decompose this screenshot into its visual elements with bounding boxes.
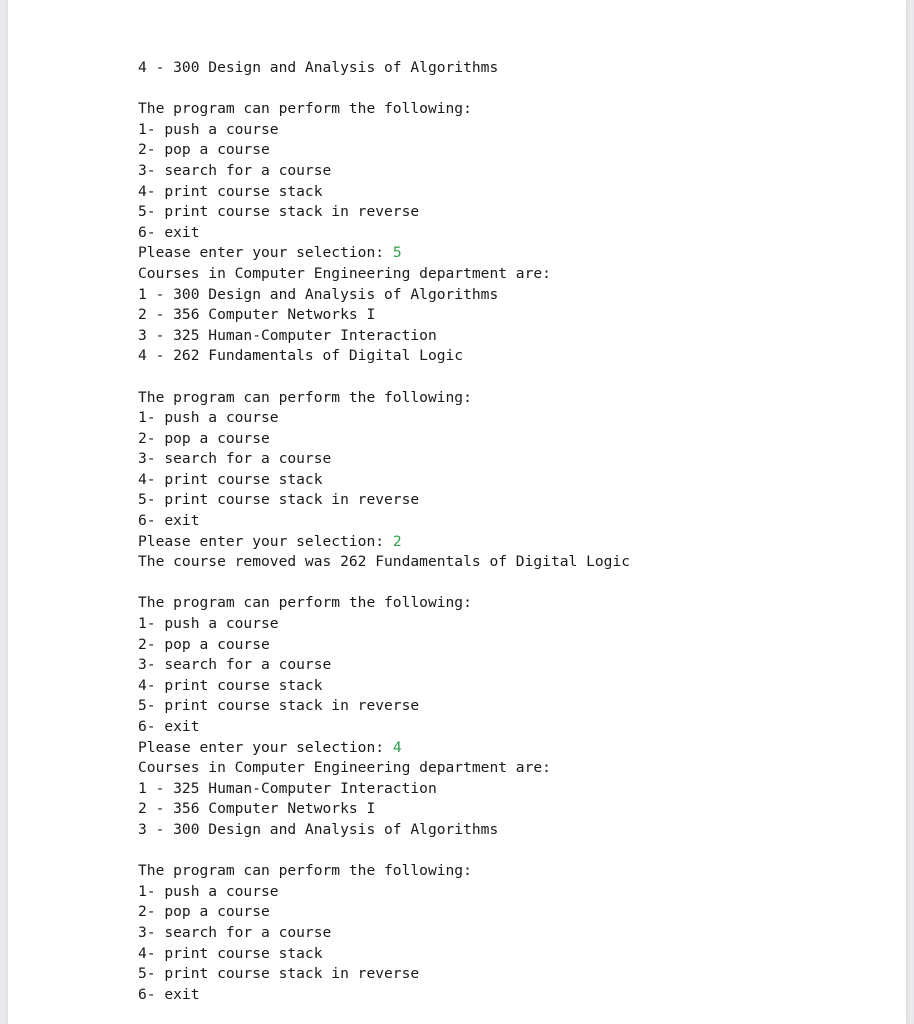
console-line bbox=[138, 779, 630, 800]
console-line-text: 2- pop a course bbox=[138, 141, 270, 159]
console-line bbox=[138, 223, 630, 244]
document-page bbox=[8, 0, 906, 1024]
console-line-text: 1- push a course bbox=[138, 615, 279, 633]
console-line-text: 3 - 300 Design and Analysis of Algorithms bbox=[138, 820, 499, 838]
user-selection-input: 2 bbox=[392, 532, 402, 550]
console-line bbox=[138, 449, 630, 470]
console-line-text: 1- push a course bbox=[138, 120, 279, 138]
console-line-text: 4- print course stack bbox=[138, 182, 323, 200]
console-line-text: Courses in Computer Engineering department are: bbox=[138, 264, 551, 282]
console-line bbox=[138, 99, 630, 120]
console-line bbox=[138, 614, 630, 635]
console-line-text: Please enter your selection: bbox=[138, 532, 393, 550]
console-line bbox=[138, 120, 630, 141]
console-line bbox=[138, 264, 630, 285]
console-line bbox=[138, 243, 630, 264]
console-line bbox=[138, 882, 630, 903]
console-line bbox=[138, 738, 630, 759]
console-line bbox=[138, 923, 630, 944]
blank-line bbox=[138, 573, 630, 594]
console-line-text: The program can perform the following: bbox=[138, 388, 472, 406]
console-line-text: 2- pop a course bbox=[138, 429, 270, 447]
console-line bbox=[138, 326, 630, 347]
console-line bbox=[138, 511, 630, 532]
console-line bbox=[138, 635, 630, 656]
console-line-text: The course removed was 262 Fundamentals of Digital Logic bbox=[138, 553, 631, 571]
console-line-text: 4- print course stack bbox=[138, 944, 323, 962]
console-line-text: 1- push a course bbox=[138, 409, 279, 427]
blank-line bbox=[138, 367, 630, 388]
console-line bbox=[138, 202, 630, 223]
console-line bbox=[138, 429, 630, 450]
console-line-text: 2 - 356 Computer Networks I bbox=[138, 800, 376, 818]
console-line bbox=[138, 285, 630, 306]
console-line bbox=[138, 758, 630, 779]
console-line bbox=[138, 305, 630, 326]
console-line bbox=[138, 182, 630, 203]
console-line-text: The program can perform the following: bbox=[138, 594, 472, 612]
console-line-text: 5- print course stack in reverse bbox=[138, 203, 420, 221]
console-line-text: 3- search for a course bbox=[138, 450, 332, 468]
console-line bbox=[138, 408, 630, 429]
console-line-text: 6- exit bbox=[138, 985, 200, 1003]
console-line-text: 6- exit bbox=[138, 718, 200, 735]
console-line bbox=[138, 346, 630, 367]
console-line bbox=[138, 655, 630, 676]
console-line bbox=[138, 593, 630, 614]
console-line bbox=[138, 532, 630, 553]
console-line-text: 6- exit bbox=[138, 223, 200, 241]
console-line-text: 2- pop a course bbox=[138, 903, 270, 921]
console-line-text: 5- print course stack in reverse bbox=[138, 697, 420, 715]
console-line-text: Courses in Computer Engineering department are: bbox=[138, 759, 551, 777]
console-output bbox=[138, 58, 630, 1005]
blank-line bbox=[138, 79, 630, 100]
user-selection-input: 4 bbox=[392, 738, 402, 756]
console-line-text: 2- pop a course bbox=[138, 635, 270, 653]
console-line-text: The program can perform the following: bbox=[138, 100, 472, 118]
console-line-text: 2 - 356 Computer Networks I bbox=[138, 306, 376, 324]
console-line-text: Please enter your selection: bbox=[138, 244, 393, 262]
console-line bbox=[138, 58, 630, 79]
console-line-text: 6- exit bbox=[138, 512, 200, 530]
console-line bbox=[138, 985, 630, 1006]
console-line-text: Please enter your selection: bbox=[138, 738, 393, 756]
console-line-text: 4- print course stack bbox=[138, 470, 323, 488]
console-line bbox=[138, 388, 630, 409]
console-line-text: 5- print course stack in reverse bbox=[138, 491, 420, 509]
console-line bbox=[138, 490, 630, 511]
console-line-text: 1 - 300 Design and Analysis of Algorithms bbox=[138, 285, 499, 303]
console-line-text: 4 - 300 Design and Analysis of Algorithms bbox=[138, 59, 499, 76]
console-line-text: 5- print course stack in reverse bbox=[138, 965, 420, 983]
console-line-text: 3- search for a course bbox=[138, 161, 332, 179]
console-line bbox=[138, 964, 630, 985]
console-line-text: 4 - 262 Fundamentals of Digital Logic bbox=[138, 347, 464, 365]
console-line bbox=[138, 470, 630, 491]
console-line bbox=[138, 799, 630, 820]
console-line bbox=[138, 717, 630, 738]
console-line-text: 3- search for a course bbox=[138, 923, 332, 941]
console-line bbox=[138, 140, 630, 161]
console-line bbox=[138, 552, 630, 573]
user-selection-input: 5 bbox=[392, 244, 402, 262]
console-line bbox=[138, 902, 630, 923]
console-line bbox=[138, 861, 630, 882]
console-line bbox=[138, 676, 630, 697]
console-line-text: 1 - 325 Human-Computer Interaction bbox=[138, 779, 437, 797]
console-line bbox=[138, 944, 630, 965]
console-line-text: 3- search for a course bbox=[138, 656, 332, 674]
console-line-text: 4- print course stack bbox=[138, 676, 323, 694]
blank-line bbox=[138, 841, 630, 862]
console-line bbox=[138, 161, 630, 182]
console-line-text: The program can perform the following: bbox=[138, 862, 472, 880]
console-line-text: 1- push a course bbox=[138, 882, 279, 900]
console-line bbox=[138, 820, 630, 841]
console-line-text: 3 - 325 Human-Computer Interaction bbox=[138, 326, 437, 344]
console-line bbox=[138, 696, 630, 717]
